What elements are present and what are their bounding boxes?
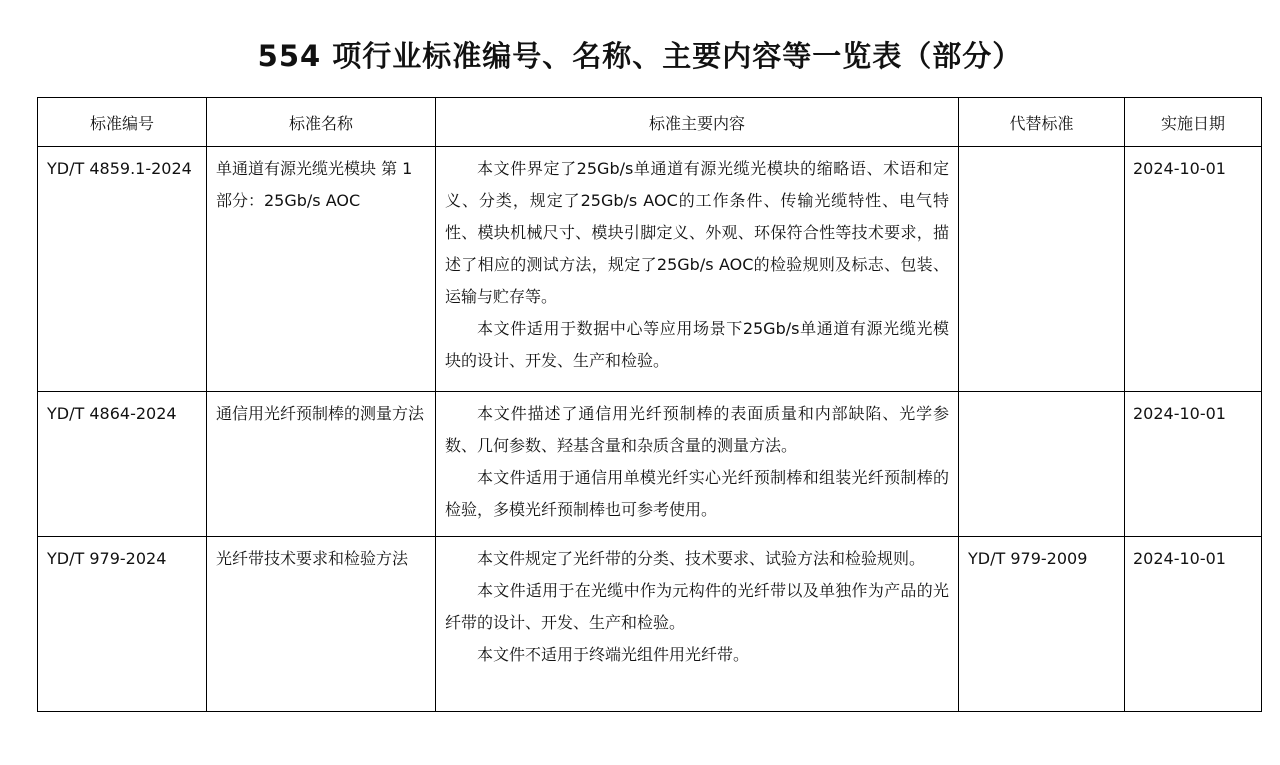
content-paragraph: 本文件规定了光纤带的分类、技术要求、试验方法和检验规则。 (477, 549, 926, 568)
column-header-date: 实施日期 (1125, 98, 1262, 147)
implementation-date: 2024-10-01 (1125, 537, 1262, 712)
implementation-date: 2024-10-01 (1125, 392, 1262, 537)
column-header-code: 标准编号 (38, 98, 207, 147)
standard-code: YD/T 979-2024 (38, 537, 207, 712)
table-row (38, 537, 1262, 712)
column-header-replaces: 代替标准 (959, 98, 1125, 147)
content-paragraph: 本文件描述了通信用光纤预制棒的表面质量和内部缺陷、光学参数、几何参数、羟基含量和杂质含量的测量方法。 (445, 404, 949, 455)
standards-table (37, 97, 1262, 712)
content-paragraph: 本文件不适用于终端光组件用光纤带。 (477, 645, 750, 664)
standard-content (436, 392, 959, 537)
replaced-standard (959, 147, 1125, 392)
standard-name: 通信用光纤预制棒的测量方法 (207, 392, 436, 537)
standard-code: YD/T 4864-2024 (38, 392, 207, 537)
table-row (38, 392, 1262, 537)
content-paragraph: 本文件适用于通信用单模光纤实心光纤预制棒和组装光纤预制棒的检验，多模光纤预制棒也可参考使用。 (445, 468, 949, 519)
standard-name: 光纤带技术要求和检验方法 (207, 537, 436, 712)
standard-name: 单通道有源光缆光模块 第 1 部分：25Gb/s AOC (207, 147, 436, 392)
replaced-standard (959, 392, 1125, 537)
column-header-content: 标准主要内容 (436, 98, 959, 147)
standard-content (436, 147, 959, 392)
implementation-date: 2024-10-01 (1125, 147, 1262, 392)
standard-code: YD/T 4859.1-2024 (38, 147, 207, 392)
table-row (38, 147, 1262, 392)
standard-content (436, 537, 959, 712)
content-paragraph: 本文件界定了25Gb/s单通道有源光缆光模块的缩略语、术语和定义、分类，规定了25Gb/s AOC的工作条件、传输光缆特性、电气特性、模块机械尺寸、模块引脚定义、外观、环保符合性等技术要求，描述了相应的测试方法，规定了25Gb/s AOC的检验规则及标志、包装、运输与贮存等。 (445, 159, 949, 306)
replaced-standard: YD/T 979-2009 (959, 537, 1125, 712)
content-paragraph: 本文件适用于在光缆中作为元构件的光纤带以及单独作为产品的光纤带的设计、开发、生产和检验。 (445, 581, 949, 632)
document-title: 554 项行业标准编号、名称、主要内容等一览表（部分） (257, 39, 1023, 73)
column-header-name: 标准名称 (207, 98, 436, 147)
content-paragraph: 本文件适用于数据中心等应用场景下25Gb/s单通道有源光缆光模块的设计、开发、生产和检验。 (445, 319, 949, 370)
table-header-row (38, 98, 1262, 147)
